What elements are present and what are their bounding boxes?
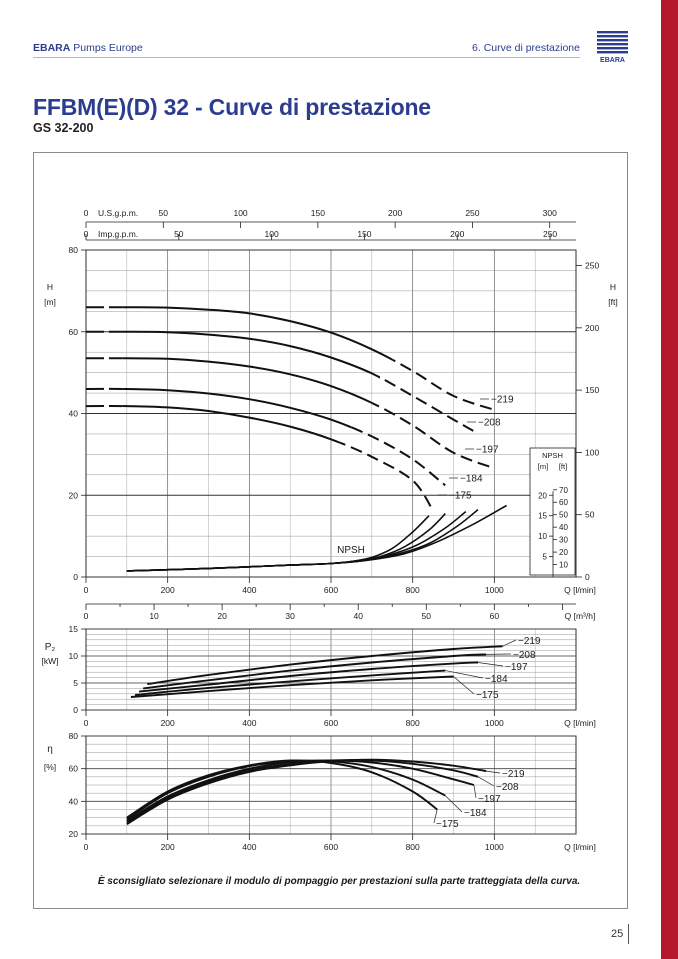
head-ft-tick-label: 100 [585, 447, 600, 458]
power-y-tick-label: 15 [68, 624, 78, 634]
eff-x-tick-label: 400 [242, 842, 257, 852]
power-y-tick-label: 0 [73, 705, 78, 715]
head-x-tick-label: 0 [83, 585, 89, 595]
eff-x-tick-label: 0 [83, 842, 89, 852]
head-series-label-184: −184 [460, 473, 483, 485]
us-gpm-tick-label: 150 [310, 208, 325, 218]
npsh-scale-unit-ft: [ft] [558, 462, 568, 471]
eff-x-tick-label: 200 [160, 842, 175, 852]
npsh-scale-unit-m: [m] [537, 462, 549, 471]
svg-text:EBARA: EBARA [600, 57, 625, 64]
power-series-label-175: −175 [476, 690, 499, 701]
m3h-tick-label: 60 [489, 611, 500, 621]
eff-series-label-219: −219 [502, 769, 525, 780]
imp-gpm-tick-label: 200 [450, 229, 465, 239]
imp-gpm-tick-label: 250 [542, 229, 558, 239]
npsh-scale-box [530, 448, 575, 575]
eff-series-label-184: −184 [464, 808, 487, 819]
eff-curve-184 [127, 761, 446, 820]
eff-series-label-197: −197 [478, 794, 501, 805]
head-y-label-symbol: H [46, 282, 54, 292]
eff-y-label-symbol: η [47, 744, 53, 755]
eff-x-tick-label: 1000 [484, 842, 504, 852]
imp-gpm-tick-label: 50 [174, 229, 184, 239]
head-series-label-197: −197 [476, 444, 499, 456]
head-curve-208-dashed-end [86, 332, 478, 434]
us-gpm-tick-label: 200 [388, 208, 403, 218]
head-x-tick-label: 1000 [484, 585, 504, 595]
npsh-scale-title: NPSH [542, 451, 563, 460]
head-ft-tick-label: 200 [585, 322, 600, 333]
eff-series-label-208: −208 [496, 782, 519, 793]
us-gpm-label: U.S.g.p.m. [98, 208, 139, 218]
us-gpm-tick-label: 50 [158, 208, 169, 218]
head-right-label-symbol: H [609, 282, 617, 292]
head-ft-tick-label: 50 [585, 509, 595, 520]
power-y-label-symbol: P₂ [44, 642, 56, 653]
power-series-label-197: −197 [505, 662, 528, 673]
power-series-label-184: −184 [485, 674, 508, 685]
eff-y-tick-label: 80 [68, 731, 78, 741]
us-gpm-tick-label: 300 [542, 208, 557, 218]
eff-y-tick-label: 20 [68, 829, 78, 839]
power-x-tick-label: 800 [405, 718, 420, 728]
head-x-tick-label: 600 [323, 585, 339, 595]
head-y-label-unit: [m] [44, 297, 56, 307]
head-curve-184-solid [86, 389, 445, 485]
eff-label-leader [478, 777, 494, 786]
m3h-label: Q [m³/h] [564, 611, 596, 621]
brand-name-bold: EBARA [33, 42, 71, 54]
power-x-tick-label: 1000 [484, 718, 504, 728]
us-gpm-tick-label: 100 [233, 208, 248, 218]
eff-x-tick-label: 800 [405, 842, 420, 852]
power-series-label-219: −219 [518, 636, 541, 647]
power-y-label-unit: [kW] [41, 656, 59, 666]
page-title: FFBM(E)(D) 32 - Curve di prestazione [33, 94, 431, 120]
eff-label-leader [474, 785, 476, 798]
m3h-tick-label: 50 [421, 611, 432, 621]
power-series-label-208: −208 [513, 650, 536, 661]
power-x-tick-label: 0 [83, 718, 89, 728]
power-x-tick-label: 400 [242, 718, 257, 728]
m3h-tick-label: 20 [217, 611, 227, 621]
npsh-ft-tick-label: 70 [559, 485, 568, 495]
npsh-label: NPSH [337, 545, 365, 556]
m3h-tick-label: 0 [83, 611, 89, 621]
power-x-tick-label: 200 [160, 718, 175, 728]
npsh-m-tick-label: 15 [538, 511, 547, 521]
npsh-ft-tick-label: 50 [559, 510, 568, 520]
head-y-tick-label: 20 [68, 490, 78, 501]
power-label-leader [454, 677, 475, 694]
head-y-tick-label: 60 [68, 326, 78, 337]
page-number: 25 [611, 928, 624, 940]
head-x-tick-label: 400 [242, 585, 257, 595]
head-series-label-175: −175 [449, 490, 472, 502]
head-ft-tick-label: 250 [585, 260, 600, 271]
model-subtitle: GS 32-200 [33, 121, 94, 135]
eff-y-tick-label: 40 [68, 796, 78, 807]
eff-series-label-175: −175 [436, 819, 459, 830]
us-gpm-tick-label: 250 [465, 208, 480, 218]
eff-y-label-unit: [%] [43, 762, 57, 772]
power-x-tick-label: 600 [323, 718, 339, 728]
eff-x-label: Q [l/min] [564, 842, 596, 852]
eff-x-tick-label: 600 [323, 842, 339, 852]
power-y-tick-label: 5 [73, 678, 78, 688]
power-x-label: Q [l/min] [564, 718, 596, 728]
imp-gpm-tick-label: 150 [357, 229, 372, 239]
npsh-curve-184 [127, 514, 446, 571]
npsh-ft-tick-label: 10 [559, 560, 568, 570]
eff-y-tick-label: 60 [68, 763, 78, 774]
head-x-tick-label: 200 [160, 585, 175, 595]
head-series-label-208: −208 [478, 417, 501, 429]
npsh-curve-219 [127, 506, 507, 571]
npsh-m-tick-label: 10 [538, 532, 547, 542]
section-title: 6. Curve di prestazione [472, 42, 580, 54]
npsh-curve-175 [127, 516, 429, 571]
m3h-tick-label: 10 [149, 611, 159, 621]
npsh-ft-tick-label: 60 [559, 498, 568, 508]
npsh-m-tick-label: 20 [538, 491, 547, 501]
brand-name-rest: Pumps Europe [70, 42, 143, 54]
npsh-ft-tick-label: 30 [559, 535, 568, 545]
imp-gpm-label: Imp.g.p.m. [98, 229, 139, 239]
eff-label-leader [486, 771, 500, 773]
head-x-label: Q [l/min] [564, 585, 596, 595]
head-ft-tick-label: 150 [585, 385, 600, 396]
npsh-ft-tick-label: 20 [559, 548, 568, 558]
head-curve-208-solid [86, 332, 478, 434]
head-y-tick-label: 40 [68, 408, 78, 419]
power-y-tick-label: 10 [68, 651, 78, 661]
head-series-label-219: −219 [491, 394, 514, 406]
head-curve-184-dashed-start [86, 389, 445, 485]
m3h-tick-label: 30 [285, 611, 295, 621]
head-right-label-unit: [ft] [608, 297, 618, 307]
npsh-ft-tick-label: 40 [559, 523, 568, 533]
head-y-tick-label: 80 [68, 245, 78, 255]
us-gpm-tick-label: 0 [83, 208, 89, 218]
imp-gpm-tick-label: 0 [83, 229, 89, 239]
head-curve-208-dashed-start [86, 332, 478, 434]
head-y-tick-label: 0 [73, 572, 78, 582]
head-ft-tick-label: 0 [585, 572, 590, 582]
head-x-tick-label: 800 [405, 585, 420, 595]
eff-curve-197 [127, 760, 474, 820]
page-number-divider [628, 924, 629, 944]
footnote: È sconsigliato selezionare il modulo di pompaggio per prestazioni sulla parte tratteggiata della curva. [97, 876, 581, 887]
imp-gpm-tick-label: 100 [264, 229, 279, 239]
npsh-m-tick-label: 5 [542, 552, 547, 562]
head-curve-184-dashed-end [86, 389, 445, 485]
power-label-leader [478, 662, 503, 666]
m3h-tick-label: 40 [353, 611, 363, 621]
